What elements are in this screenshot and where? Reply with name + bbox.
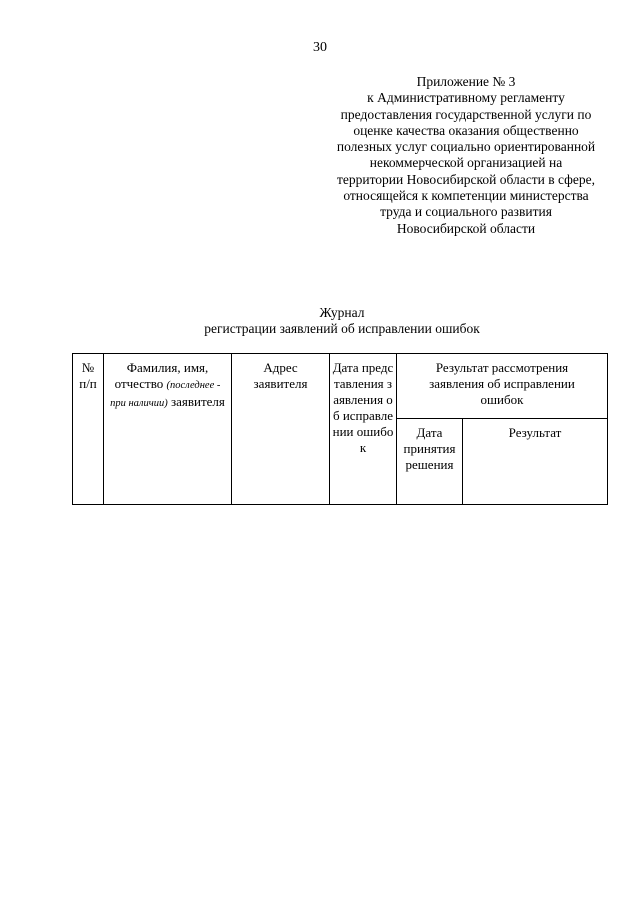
journal-table <box>72 353 608 505</box>
appendix-line: труда и социального развития <box>380 204 552 220</box>
header-name-text: Фамилия, имя, отчество <box>114 360 209 391</box>
appendix-line: предоставления государственной услуги по <box>340 106 592 122</box>
journal-subtitle: регистрации заявлений об исправлении ошибок <box>204 321 480 336</box>
appendix-line: оценке качества оказания общественно <box>353 122 579 138</box>
appendix-line: относящейся к компетенции министерства <box>343 188 589 204</box>
appendix-line: Новосибирской области <box>396 220 536 236</box>
table-header-row <box>73 354 608 419</box>
header-result-group: Результат рассмотрения заявления об исправлении ошибок <box>397 354 608 419</box>
journal-title: Журнал <box>319 305 365 320</box>
appendix-line: некоммерческой организацией на <box>369 155 563 171</box>
header-name <box>104 354 232 505</box>
header-address: Адрес заявителя <box>232 354 330 505</box>
appendix-line: полезных услуг социально ориентированной <box>336 139 596 155</box>
header-date-submit: Дата представления заявления об исправлении ошибок <box>330 354 397 505</box>
appendix-header <box>316 74 616 237</box>
header-decision-date: Дата принятия решения <box>397 419 463 505</box>
header-result: Результат <box>463 419 608 505</box>
header-number: № п/п <box>73 354 104 505</box>
header-name-suffix: заявителя <box>171 394 225 409</box>
page-number: 30 <box>313 40 327 55</box>
header-name-note: (последнее - при наличии) <box>110 380 221 409</box>
appendix-line: территории Новосибирской области в сфере, <box>336 171 596 187</box>
journal-heading <box>0 305 640 337</box>
appendix-line: к Административному регламенту <box>367 90 565 106</box>
appendix-line: Приложение № 3 <box>416 74 516 89</box>
